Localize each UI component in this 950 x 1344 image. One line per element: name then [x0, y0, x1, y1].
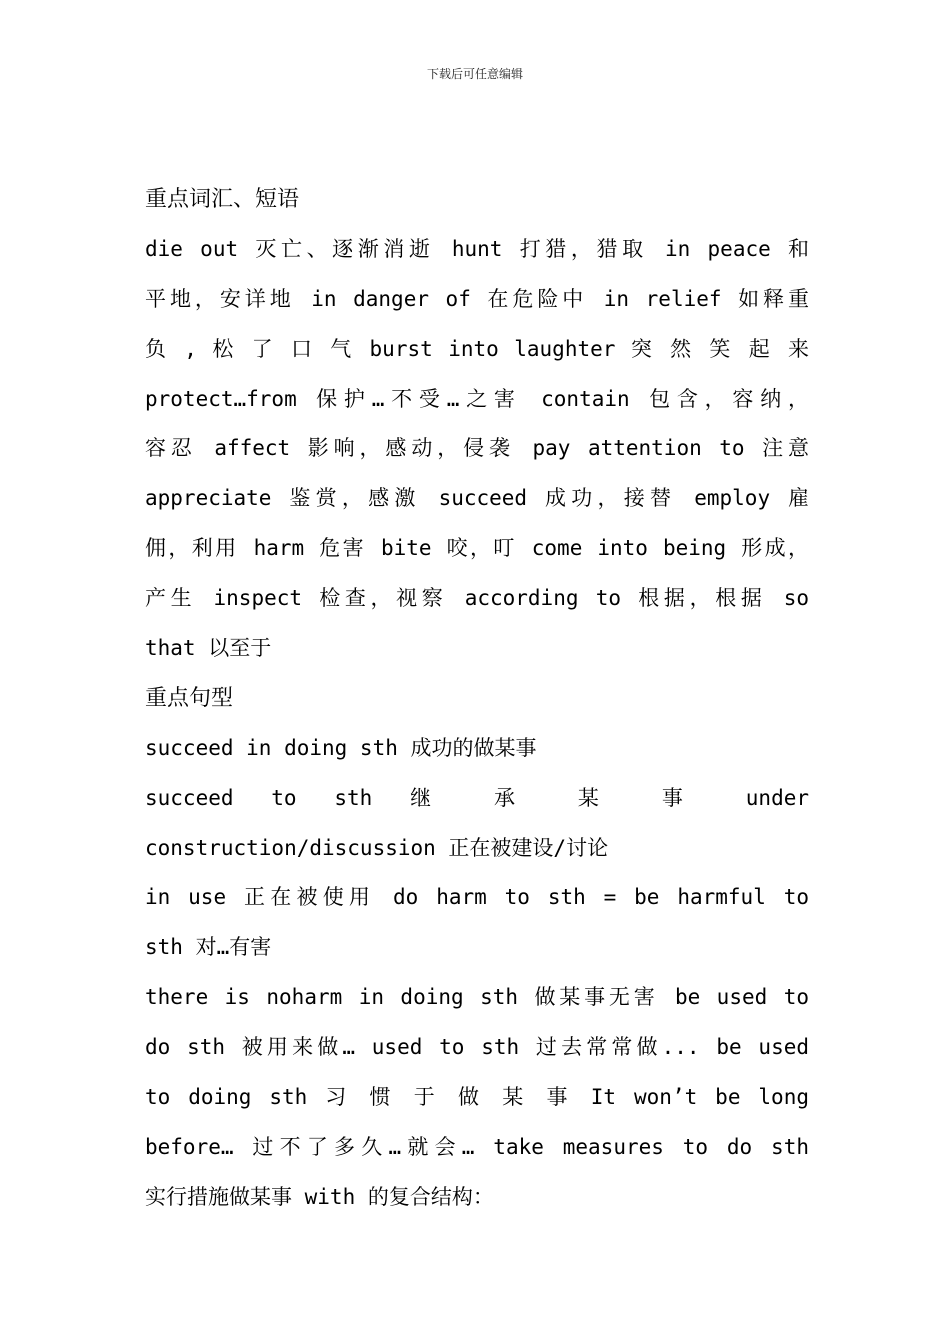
document-body	[145, 175, 809, 1223]
vocab-line: 产生 inspect 检查，视察 according to 根据，根据 so	[145, 586, 809, 611]
pattern-line: to doing sth 习 惯 于 做 某 事 It won’t be long	[145, 1085, 809, 1110]
pattern-heading: 重点句型	[145, 685, 234, 711]
vocab-heading: 重点词汇、短语	[145, 187, 300, 212]
pattern-line: succeed to sth 继 承 某 事 under	[145, 785, 809, 810]
vocab-line: die out 灭亡、逐渐消逝 hunt 打猎，猎取 in peace 和	[145, 236, 809, 261]
vocab-line: appreciate 鉴赏，感激 succeed 成功，接替 employ 雇	[145, 486, 809, 511]
page-header: 下载后可任意编辑	[426, 67, 523, 81]
pattern-line: sth 对…有害	[145, 935, 272, 960]
vocab-line: 负 , 松 了 口 气 burst into laughter 突 然 笑 起 来	[145, 336, 809, 361]
vocab-line: that 以至于	[145, 636, 272, 661]
vocab-line: protect…from 保护…不受…之害 contain 包含，容纳，	[145, 386, 809, 411]
pattern-line: before… 过不了多久…就会… take measures to do sth	[145, 1134, 809, 1159]
pattern-line: do sth 被用来做… used to sth 过去常常做... be used	[145, 1035, 809, 1060]
pattern-line: there is noharm in doing sth 做某事无害 be used to	[145, 985, 809, 1010]
pattern-line: in use 正在被使用 do harm to sth = be harmful to	[145, 885, 809, 910]
pattern-line: construction/discussion 正在被建设/讨论	[145, 835, 609, 860]
pattern-line: succeed in doing sth 成功的做某事	[145, 735, 537, 760]
pattern-line: 实行措施做某事 with 的复合结构：	[145, 1184, 494, 1209]
vocab-line: 佣，利用 harm 危害 bite 咬，叮 come into being 形成，	[145, 536, 809, 561]
vocab-line: 平地，安详地 in danger of 在危险中 in relief 如释重	[145, 286, 809, 311]
vocab-line: 容忍 affect 影响，感动，侵袭 pay attention to 注意	[145, 436, 809, 461]
